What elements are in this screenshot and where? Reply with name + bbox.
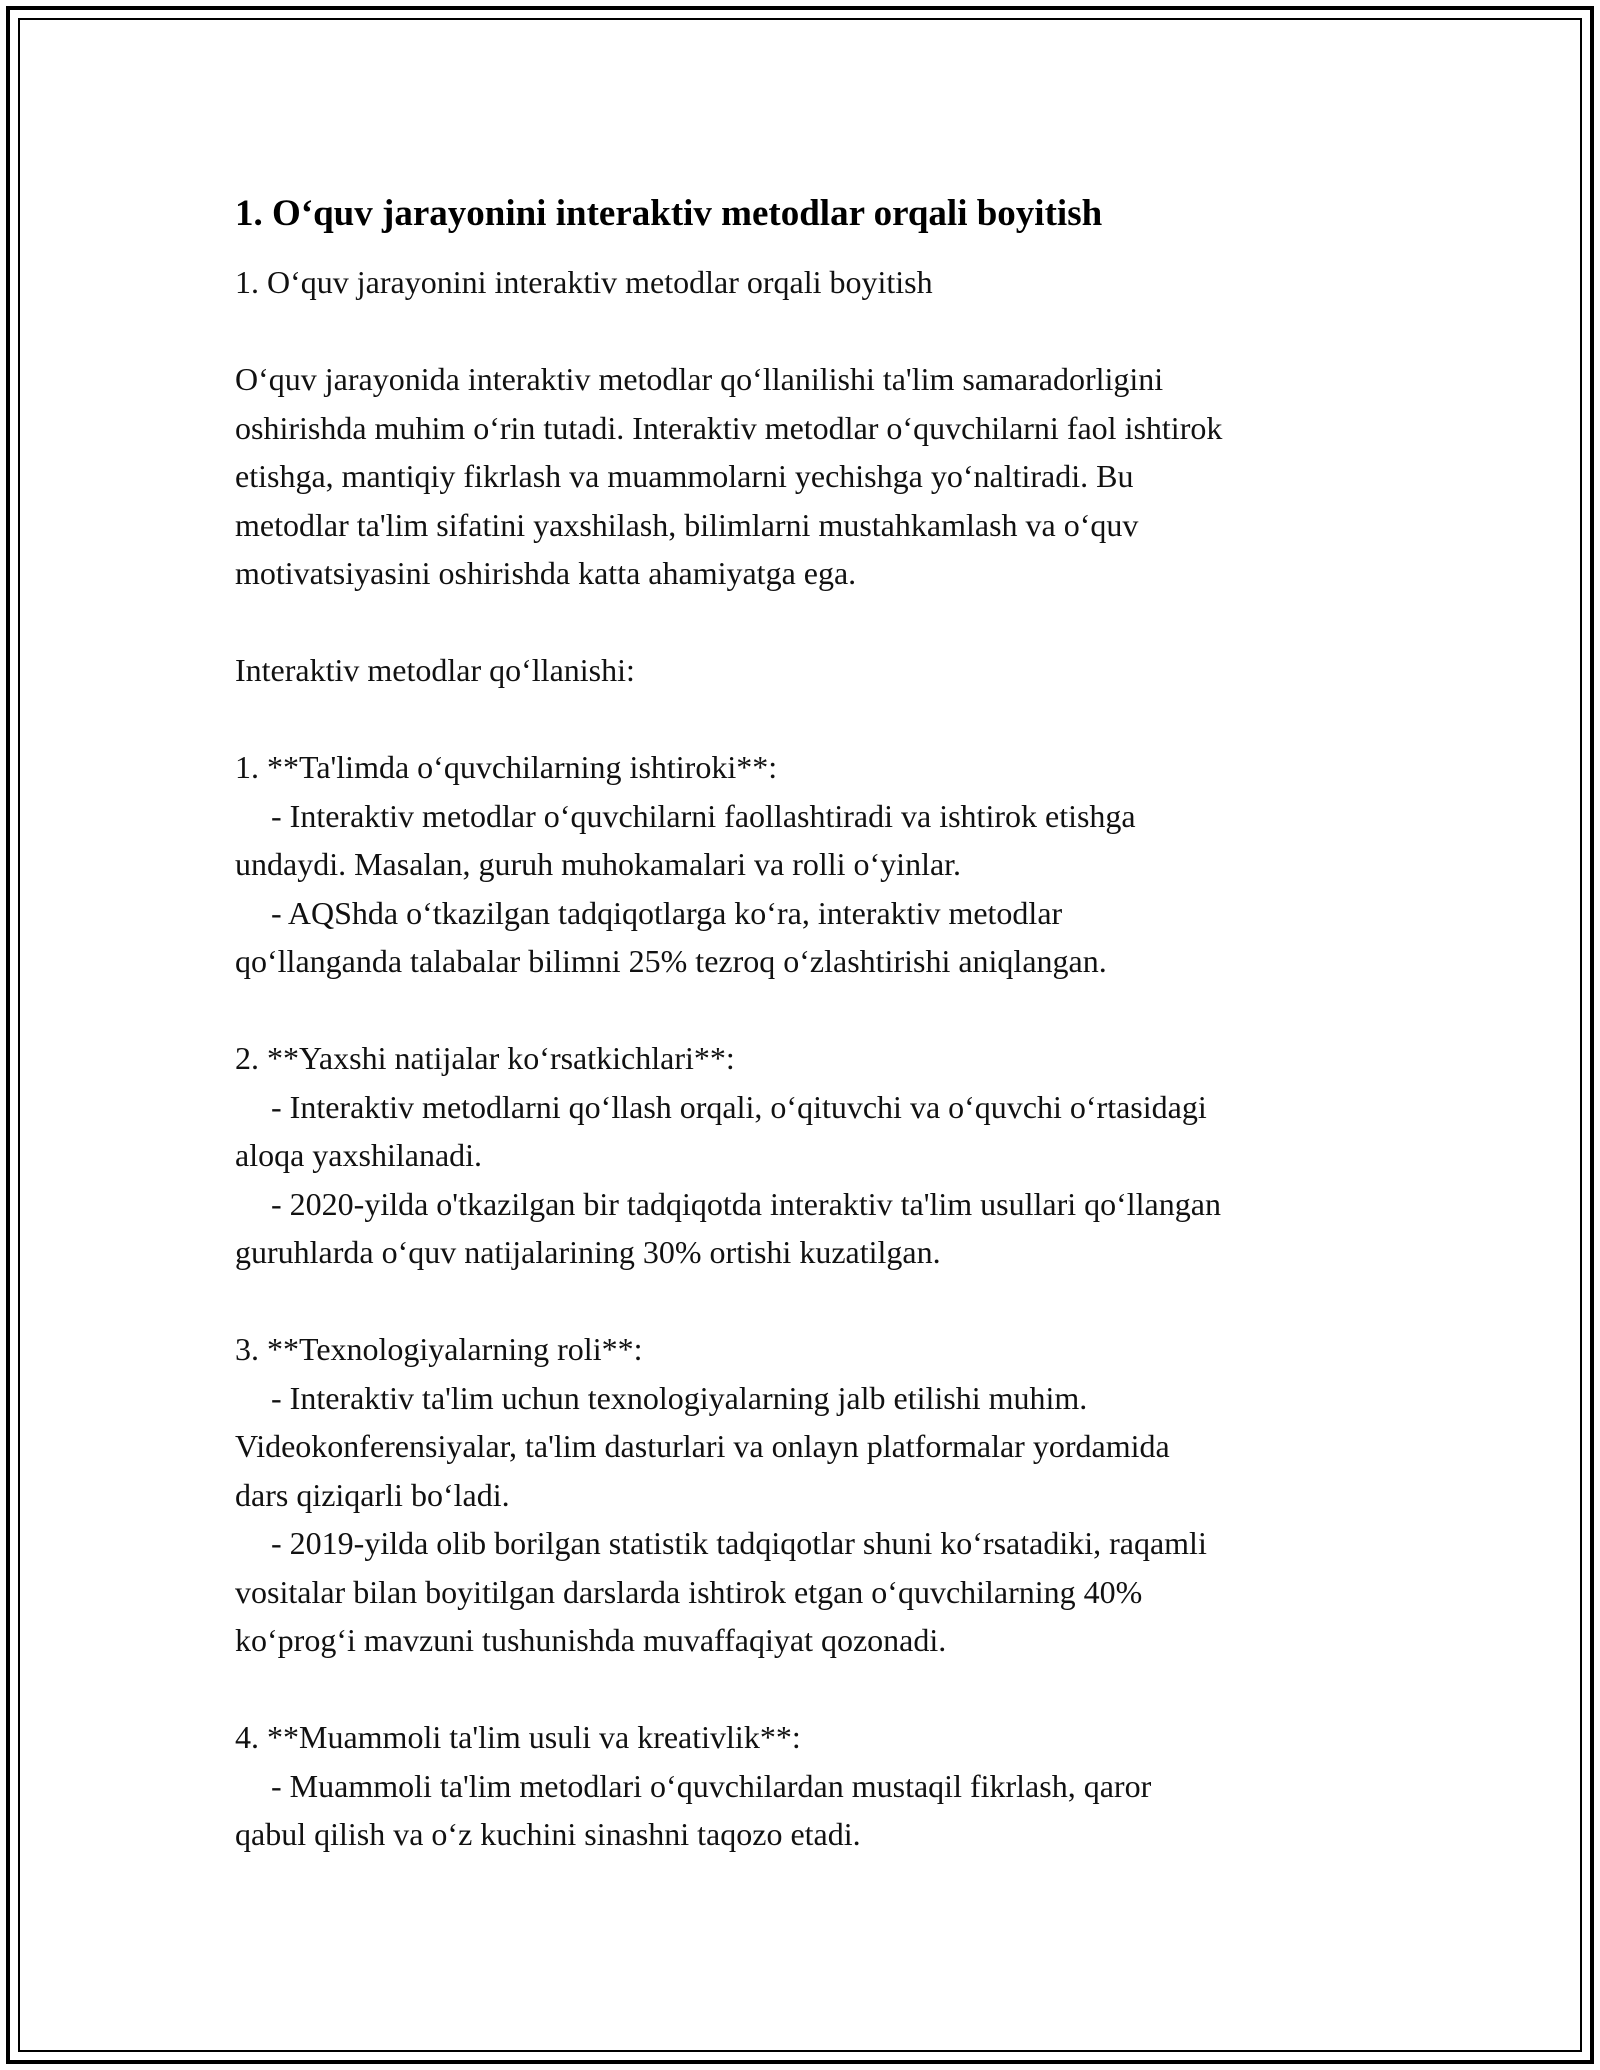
list-section-4	[235, 1713, 1395, 1859]
section-title: 1. **Ta'limda o‘quvchilarning ishtiroki**:	[235, 749, 778, 785]
bullet-continuation: aloqa yaxshilanadi.	[235, 1137, 483, 1173]
bullet-continuation: undaydi. Masalan, guruh muhokamalari va rolli o‘yinlar.	[235, 846, 962, 882]
intro-line: oshirishda muhim o‘rin tutadi. Interaktiv metodlar o‘quvchilarni faol ishtirok	[235, 409, 1223, 446]
intro-line: motivatsiyasini oshirishda katta ahamiyatga ega.	[235, 555, 857, 591]
document-heading: 1. O‘quv jarayonini interaktiv metodlar orqali boyitish	[235, 193, 1103, 234]
document-body	[235, 190, 1395, 1859]
bullet-continuation: vositalar bilan boyitilgan darslarda ishtirok etgan o‘quvchilarning 40%	[235, 1573, 1143, 1610]
bullet-line: - 2019-yilda olib borilgan statistik tadqiqotlar shuni ko‘rsatadiki, raqamli	[271, 1525, 1207, 1561]
bullet-line: - Interaktiv ta'lim uchun texnologiyalarning jalb etilishi muhim.	[271, 1379, 1088, 1416]
bullet-continuation: qabul qilish va o‘z kuchini sinashni taqozo etadi.	[235, 1816, 861, 1852]
blank-line	[235, 986, 1395, 1035]
blank-line	[235, 1277, 1395, 1326]
bullet-line: - 2020-yilda o'tkazilgan bir tadqiqotda interaktiv ta'lim usullari qo‘llangan	[271, 1185, 1221, 1222]
intro-paragraph	[235, 355, 1395, 598]
bullet-continuation: qo‘llanganda talabalar bilimni 25% tezroq o‘zlashtirishi aniqlangan.	[235, 943, 1107, 979]
blank-line	[235, 1665, 1395, 1714]
section-title: 2. **Yaxshi natijalar ko‘rsatkichlari**:	[235, 1040, 735, 1076]
bullet-continuation: Videokonferensiyalar, ta'lim dasturlari va onlayn platformalar yordamida	[235, 1428, 1170, 1464]
list-section-2	[235, 1034, 1395, 1277]
blank-line	[235, 598, 1395, 647]
bullet-continuation: dars qiziqarli bo‘ladi.	[235, 1476, 510, 1513]
bullet-line: - Interaktiv metodlarni qo‘llash orqali, o‘qituvchi va o‘quvchi o‘rtasidagi	[271, 1088, 1207, 1125]
blank-line	[235, 695, 1395, 744]
bullet-line: - AQShda o‘tkazilgan tadqiqotlarga ko‘ra, interaktiv metodlar	[271, 894, 1063, 931]
intro-line: O‘quv jarayonida interaktiv metodlar qo‘llanilishi ta'lim samaradorligini	[235, 361, 1164, 397]
blank-line	[235, 307, 1395, 356]
section-title: 3. **Texnologiyalarning roli**:	[235, 1331, 643, 1367]
bullet-continuation: guruhlarda o‘quv natijalarining 30% ortishi kuzatilgan.	[235, 1234, 941, 1270]
bullet-continuation: ko‘prog‘i mavzuni tushunishda muvaffaqiyat qozonadi.	[235, 1622, 947, 1658]
list-intro: Interaktiv metodlar qo‘llanishi:	[235, 652, 635, 688]
list-section-1	[235, 743, 1395, 986]
list-section-3	[235, 1325, 1395, 1665]
document-subheading: 1. O‘quv jarayonini interaktiv metodlar orqali boyitish	[235, 264, 933, 300]
section-title: 4. **Muammoli ta'lim usuli va kreativlik**:	[235, 1719, 801, 1755]
intro-line: etishga, mantiqiy fikrlash va muammolarni yechishga yo‘naltiradi. Bu	[235, 458, 1134, 494]
intro-line: metodlar ta'lim sifatini yaxshilash, bilimlarni mustahkamlash va o‘quv	[235, 506, 1139, 543]
bullet-line: - Muammoli ta'lim metodlari o‘quvchilardan mustaqil fikrlash, qaror	[271, 1767, 1152, 1804]
bullet-line: - Interaktiv metodlar o‘quvchilarni faollashtiradi va ishtirok etishga	[271, 797, 1136, 834]
